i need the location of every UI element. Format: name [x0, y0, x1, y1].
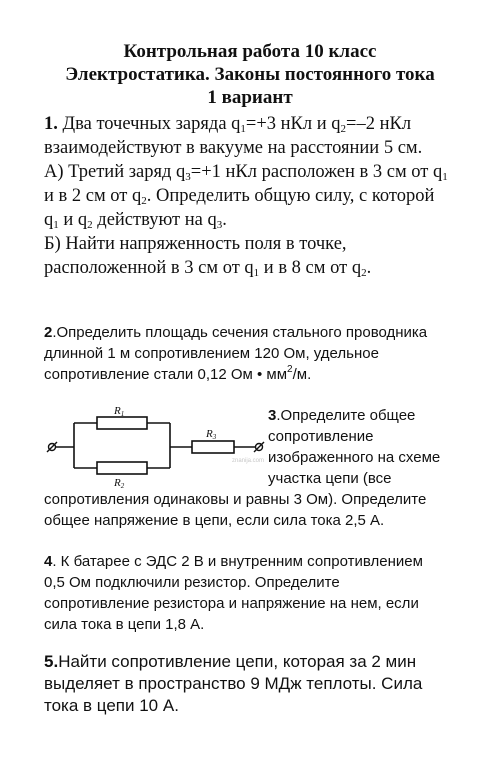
superscript: 2 — [287, 364, 293, 375]
right-terminal — [254, 442, 264, 452]
subscript: 2 — [87, 219, 93, 231]
text: =+3 нКл и q — [245, 114, 341, 134]
task-4-line-1 — [44, 551, 489, 572]
text: =+1 нКл расположен в 3 см от q — [190, 162, 443, 182]
task-1-line-5 — [44, 208, 484, 232]
resistor-r1 — [97, 417, 147, 429]
text: .Определите общее — [276, 407, 416, 424]
text: и q — [58, 210, 88, 230]
subscript: 1 — [253, 267, 260, 279]
resistor-r2 — [97, 462, 147, 474]
subscript: 2 — [141, 195, 147, 207]
task-4-line-3: сопротивление резистора и напряжение на нем, если — [44, 595, 419, 612]
task-1-line-4 — [44, 184, 484, 208]
circuit-diagram — [30, 405, 275, 490]
task-4-line-2: 0,5 Ом подключили резистор. Определите — [44, 574, 340, 591]
task-3-number: 3 — [268, 407, 277, 424]
task-4-number: 4 — [44, 553, 53, 570]
text: А) Третий заряд q — [44, 162, 186, 182]
task-1-number: 1. — [44, 114, 58, 134]
task-2-line-1 — [44, 322, 489, 343]
task-1 — [44, 112, 484, 280]
resistor-r3 — [192, 441, 234, 453]
text: и в 2 см от q — [44, 186, 142, 206]
subscript: 2 — [361, 267, 367, 279]
task-5-line-3: тока в цепи 10 А. — [44, 696, 179, 715]
task-3-line-3: изображенного на схеме — [268, 449, 441, 466]
task-3-line-6: общее напряжение в цепи, если сила тока 2,5 А. — [44, 512, 385, 529]
text: . — [366, 258, 372, 278]
task-1-line-2: взаимодействуют в вакууме на расстоянии 5 см. — [44, 138, 423, 158]
task-4 — [44, 551, 489, 635]
text: действуют на q — [92, 210, 217, 230]
header-title: Контрольная работа 10 класс — [123, 41, 377, 62]
text: . — [222, 210, 227, 230]
text: . Определить общую силу, с которой — [146, 186, 435, 206]
subscript: 1 — [53, 219, 59, 231]
task-1-line-6: Б) Найти напряженность поля в точке, — [44, 234, 347, 254]
watermark: znanija.com — [232, 458, 265, 464]
text: /м. — [292, 366, 312, 383]
task-5 — [44, 651, 489, 717]
label-r3: R3 — [206, 428, 217, 441]
text: .Определить площадь сечения стального проводника — [52, 324, 428, 341]
task-3-bottom-text — [44, 489, 426, 531]
task-3-line-5: сопротивления одинаковы и равны 3 Ом). Определите — [44, 491, 427, 508]
label-r2: R2 — [114, 477, 125, 490]
text: Найти сопротивление цепи, которая за 2 мин — [58, 652, 417, 671]
text: расположенной в 3 см от q — [44, 258, 254, 278]
task-1-line-7 — [44, 256, 484, 280]
header-variant: 1 вариант — [207, 87, 293, 108]
subscript: 1 — [240, 123, 246, 135]
task-3-side-text — [268, 405, 440, 489]
text: q — [44, 210, 54, 230]
subscript: 1 — [442, 171, 448, 183]
task-5-line-1 — [44, 651, 489, 673]
task-3-line-4: участка цепи (все — [268, 470, 392, 487]
task-2-line-2: длинной 1 м сопротивлением 120 Ом, удельное — [44, 345, 379, 362]
task-5-line-2: выделяет в пространство 9 МДж теплоты. Сила — [44, 674, 423, 693]
text: и в 8 см от q — [259, 258, 362, 278]
task-5-number: 5. — [44, 652, 59, 671]
task-3-line-2: сопротивление — [268, 428, 374, 445]
header-topic: Электростатика. Законы постоянного тока — [65, 64, 435, 85]
text: . К батарее с ЭДС 2 В и внутренним сопротивлением — [52, 553, 423, 570]
header — [30, 40, 470, 109]
task-1-line-3 — [44, 160, 484, 184]
text: =–2 нКл — [346, 114, 412, 134]
text: Два точечных заряда q — [57, 114, 241, 134]
task-4-line-4: сила тока в цепи 1,8 А. — [44, 616, 205, 633]
text: сопротивление стали 0,12 Ом • мм — [44, 366, 288, 383]
subscript: 3 — [185, 171, 191, 183]
subscript: 2 — [340, 123, 347, 135]
task-3-line-1 — [268, 405, 440, 426]
task-2 — [44, 322, 489, 385]
task-1-line-1 — [44, 112, 484, 136]
label-r1: R1 — [114, 405, 125, 418]
task-2-line-3 — [44, 364, 489, 385]
task-2-number: 2 — [44, 324, 53, 341]
subscript: 3 — [216, 219, 223, 231]
